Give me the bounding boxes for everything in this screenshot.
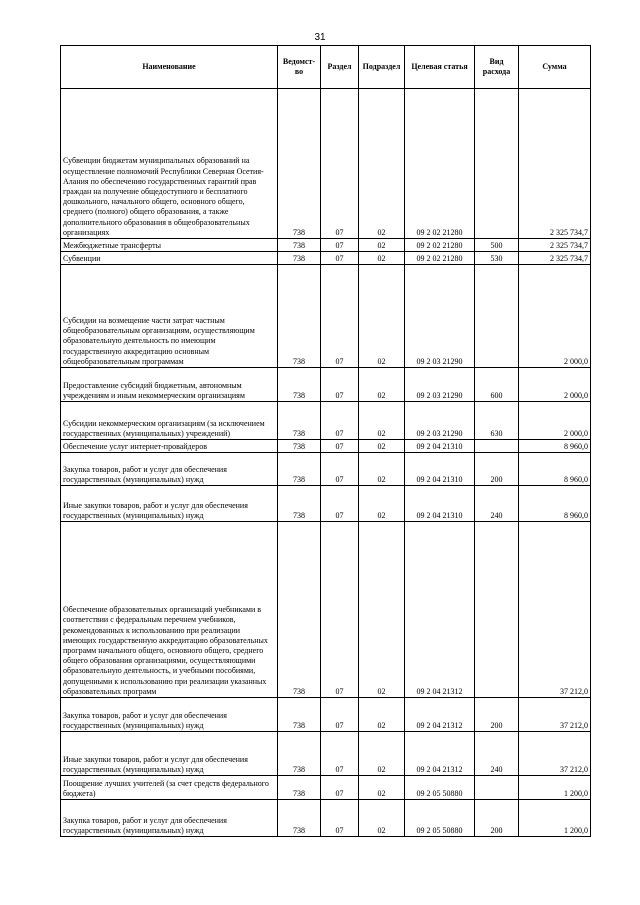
row-dept: 738 bbox=[278, 252, 321, 265]
row-name: Закупка товаров, работ и услуг для обеспечения государственных (муниципальных) нужд bbox=[61, 698, 278, 732]
row-expense: 240 bbox=[475, 486, 519, 522]
row-section: 07 bbox=[321, 402, 359, 440]
row-target: 09 2 02 21280 bbox=[405, 252, 475, 265]
header-subsection: Подраздел bbox=[359, 46, 405, 89]
row-target: 09 2 05 50880 bbox=[405, 800, 475, 837]
row-dept: 738 bbox=[278, 440, 321, 453]
header-section: Раздел bbox=[321, 46, 359, 89]
row-amount: 2 000,0 bbox=[519, 402, 591, 440]
row-dept: 738 bbox=[278, 776, 321, 800]
row-name: Иные закупки товаров, работ и услуг для обеспечения государственных (муниципальных) нужд bbox=[61, 732, 278, 776]
table-row bbox=[61, 252, 591, 265]
row-amount: 2 000,0 bbox=[519, 368, 591, 402]
row-target: 09 2 02 21280 bbox=[405, 89, 475, 239]
row-section: 07 bbox=[321, 368, 359, 402]
row-dept: 738 bbox=[278, 239, 321, 252]
row-target: 09 2 04 21310 bbox=[405, 440, 475, 453]
header-target: Целевая статья bbox=[405, 46, 475, 89]
row-subsection: 02 bbox=[359, 402, 405, 440]
row-name: Предоставление субсидий бюджетным, автономным учреждениям и иным некоммерческим организациям bbox=[61, 368, 278, 402]
row-name: Субсидии некоммерческим организациям (за исключением государственных (муниципальных) учреждений) bbox=[61, 402, 278, 440]
row-target: 09 2 03 21290 bbox=[405, 402, 475, 440]
row-section: 07 bbox=[321, 800, 359, 837]
table-row bbox=[61, 368, 591, 402]
row-subsection: 02 bbox=[359, 776, 405, 800]
table-row bbox=[61, 522, 591, 698]
row-name: Обеспечение услуг интернет-провайдеров bbox=[61, 440, 278, 453]
header-dept: Ведомст-во bbox=[278, 46, 321, 89]
row-name: Поощрение лучших учителей (за счет средств федерального бюджета) bbox=[61, 776, 278, 800]
row-section: 07 bbox=[321, 776, 359, 800]
row-amount: 8 960,0 bbox=[519, 486, 591, 522]
row-target: 09 2 04 21312 bbox=[405, 732, 475, 776]
row-subsection: 02 bbox=[359, 698, 405, 732]
row-section: 07 bbox=[321, 522, 359, 698]
row-dept: 738 bbox=[278, 486, 321, 522]
row-target: 09 2 03 21290 bbox=[405, 368, 475, 402]
budget-table bbox=[60, 45, 591, 837]
row-name: Субсидии на возмещение части затрат частным общеобразовательным организациям, осуществляющим образовательную деятельность по имеющим государственную аккредитацию основным общеобразовательным программам bbox=[61, 265, 278, 368]
header-row bbox=[61, 46, 591, 89]
row-name: Иные закупки товаров, работ и услуг для обеспечения государственных (муниципальных) нужд bbox=[61, 486, 278, 522]
table-row bbox=[61, 698, 591, 732]
row-section: 07 bbox=[321, 239, 359, 252]
table-row bbox=[61, 239, 591, 252]
table-row bbox=[61, 453, 591, 486]
row-target: 09 2 04 21310 bbox=[405, 453, 475, 486]
row-subsection: 02 bbox=[359, 522, 405, 698]
row-name: Закупка товаров, работ и услуг для обеспечения государственных (муниципальных) нужд bbox=[61, 800, 278, 837]
page-number: 31 bbox=[314, 32, 326, 43]
row-section: 07 bbox=[321, 440, 359, 453]
row-target: 09 2 04 21310 bbox=[405, 486, 475, 522]
row-name: Субвенции bbox=[61, 252, 278, 265]
row-dept: 738 bbox=[278, 800, 321, 837]
row-dept: 738 bbox=[278, 732, 321, 776]
row-expense: 240 bbox=[475, 732, 519, 776]
row-subsection: 02 bbox=[359, 89, 405, 239]
header-amount: Сумма bbox=[519, 46, 591, 89]
row-dept: 738 bbox=[278, 89, 321, 239]
row-amount: 1 200,0 bbox=[519, 776, 591, 800]
table-row bbox=[61, 776, 591, 800]
table-row bbox=[61, 402, 591, 440]
row-target: 09 2 04 21312 bbox=[405, 522, 475, 698]
row-dept: 738 bbox=[278, 265, 321, 368]
row-expense bbox=[475, 265, 519, 368]
row-section: 07 bbox=[321, 89, 359, 239]
row-amount: 37 212,0 bbox=[519, 732, 591, 776]
row-expense bbox=[475, 89, 519, 239]
row-section: 07 bbox=[321, 486, 359, 522]
row-expense: 500 bbox=[475, 239, 519, 252]
header-name: Наименование bbox=[61, 46, 278, 89]
table-row bbox=[61, 732, 591, 776]
row-name: Межбюджетные трансферты bbox=[61, 239, 278, 252]
row-dept: 738 bbox=[278, 698, 321, 732]
row-target: 09 2 02 21280 bbox=[405, 239, 475, 252]
row-expense: 200 bbox=[475, 800, 519, 837]
row-amount: 37 212,0 bbox=[519, 698, 591, 732]
row-section: 07 bbox=[321, 252, 359, 265]
table-row bbox=[61, 89, 591, 239]
row-expense bbox=[475, 522, 519, 698]
row-amount: 2 000,0 bbox=[519, 265, 591, 368]
row-amount: 2 325 734,7 bbox=[519, 89, 591, 239]
row-target: 09 2 03 21290 bbox=[405, 265, 475, 368]
row-section: 07 bbox=[321, 698, 359, 732]
row-amount: 2 325 734,7 bbox=[519, 239, 591, 252]
row-expense: 630 bbox=[475, 402, 519, 440]
row-section: 07 bbox=[321, 265, 359, 368]
table-row bbox=[61, 265, 591, 368]
row-dept: 738 bbox=[278, 453, 321, 486]
row-amount: 37 212,0 bbox=[519, 522, 591, 698]
row-amount: 1 200,0 bbox=[519, 800, 591, 837]
row-dept: 738 bbox=[278, 522, 321, 698]
row-subsection: 02 bbox=[359, 453, 405, 486]
row-amount: 8 960,0 bbox=[519, 453, 591, 486]
row-expense: 200 bbox=[475, 698, 519, 732]
row-target: 09 2 05 50880 bbox=[405, 776, 475, 800]
row-name: Обеспечение образовательных организаций учебниками в соответствии с федеральным перечнем учебников, рекомендованных к использованию при реализации имеющих государственную аккредитацию образовательных программ начального общего, основного общего, среднего общего образования организациями, осуществляющими образовательную деятельность, и учебными пособиями, допущенными к использованию при реализации указанных образовательных программ bbox=[61, 522, 278, 698]
row-expense: 530 bbox=[475, 252, 519, 265]
row-amount: 2 325 734,7 bbox=[519, 252, 591, 265]
row-dept: 738 bbox=[278, 368, 321, 402]
row-subsection: 02 bbox=[359, 265, 405, 368]
row-expense bbox=[475, 776, 519, 800]
row-name: Закупка товаров, работ и услуг для обеспечения государственных (муниципальных) нужд bbox=[61, 453, 278, 486]
row-section: 07 bbox=[321, 732, 359, 776]
row-subsection: 02 bbox=[359, 732, 405, 776]
row-subsection: 02 bbox=[359, 440, 405, 453]
table-row bbox=[61, 486, 591, 522]
row-name: Субвенции бюджетам муниципальных образований на осуществление полномочий Республики Северная Осетия-Алания по обеспечению государственных гарантий прав граждан на получение общедоступного и бесплатного дошкольного, начального общего, основного общего, среднего (полного) общего образования, а также дополнительного образования в общеобразовательных организациях bbox=[61, 89, 278, 239]
row-subsection: 02 bbox=[359, 239, 405, 252]
row-dept: 738 bbox=[278, 402, 321, 440]
row-target: 09 2 04 21312 bbox=[405, 698, 475, 732]
header-expense: Вид расхода bbox=[475, 46, 519, 89]
table-row bbox=[61, 800, 591, 837]
row-subsection: 02 bbox=[359, 368, 405, 402]
row-expense: 600 bbox=[475, 368, 519, 402]
row-subsection: 02 bbox=[359, 252, 405, 265]
table-row bbox=[61, 440, 591, 453]
row-section: 07 bbox=[321, 453, 359, 486]
row-subsection: 02 bbox=[359, 486, 405, 522]
row-subsection: 02 bbox=[359, 800, 405, 837]
row-expense: 200 bbox=[475, 453, 519, 486]
row-expense bbox=[475, 440, 519, 453]
row-amount: 8 960,0 bbox=[519, 440, 591, 453]
